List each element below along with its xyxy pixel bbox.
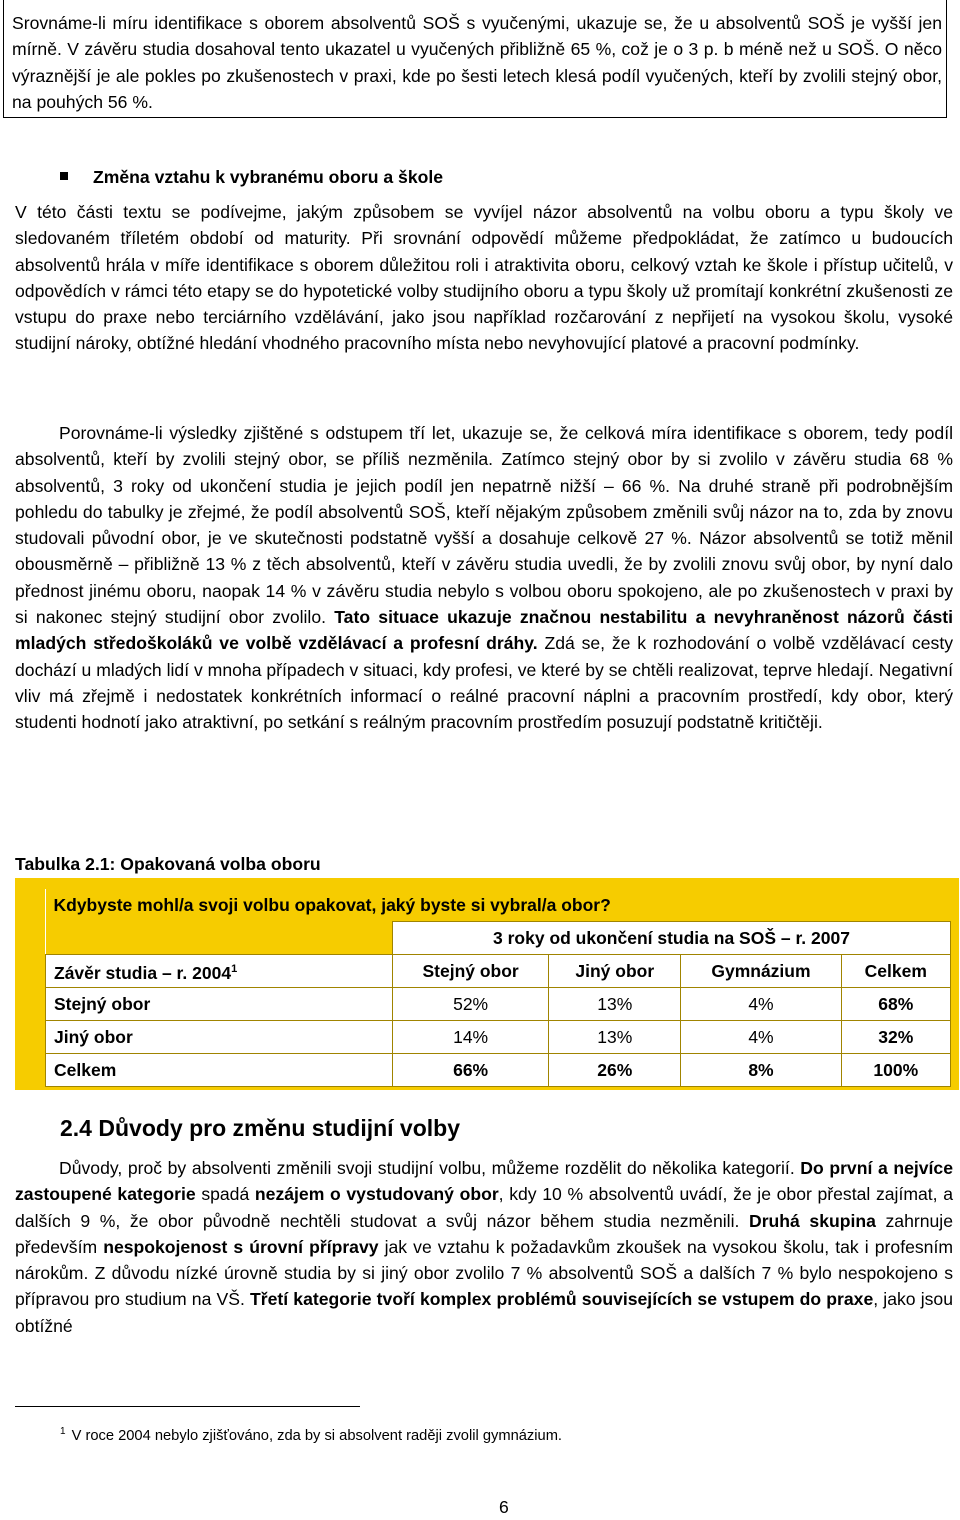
square-bullet-icon xyxy=(60,172,68,180)
reasons-text: , jako jsou obtížné xyxy=(15,1289,953,1336)
table-row-header xyxy=(46,955,393,988)
reasons-emphasis: nezájem o vystudovaný obor xyxy=(254,1184,499,1205)
bullet-heading xyxy=(60,164,443,190)
table-column-header-row xyxy=(46,955,951,988)
table-caption: Tabulka 2.1: Opakovaná volba oboru xyxy=(15,854,321,874)
paragraph-comparison xyxy=(15,420,953,736)
table-group-header-row xyxy=(46,922,951,955)
reasons-emphasis: Druhá skupina xyxy=(748,1210,876,1231)
intro-framed-paragraph: Srovnáme-li míru identifikace s oborem absolventů SOŠ s vyučenými, ukazuje se, že u absolventů SOŠ je vyšší jen mírně. V závěru studia dosahoval tento ukazatel u vyučených přibližně 65 %, což je o 3 p. b méně než u SOŠ. O něco výraznější je ale pokles po zkušenostech v praxi, kde po šesti letech klesá podíl vyučených, kteří by zvolili stejný obor, na pouhých 56 %. xyxy=(3,0,947,118)
table-col-header: Gymnázium xyxy=(681,955,841,988)
table-cell-total: 26% xyxy=(549,1054,681,1087)
footnote-marker: 1 xyxy=(60,1426,66,1437)
table-cell-total: 8% xyxy=(681,1054,841,1087)
paragraph-comparison-emphasis: Tato situace ukazuje značnou nestabilitu a nevyhraněnost názorů části mladých středoškoláků ve volbě vzdělávací a profesní dráhy. xyxy=(15,607,954,654)
paragraph-reasons xyxy=(15,1155,953,1339)
footnote-divider xyxy=(15,1406,360,1407)
reasons-emphasis: Do první a nejvíce zastoupené kategorie xyxy=(15,1158,953,1205)
table-row xyxy=(46,1054,951,1087)
section-heading: 2.4 Důvody pro změnu studijní volby xyxy=(60,1115,460,1141)
table-cell: 13% xyxy=(549,1021,681,1054)
table-col-header: Stejný obor xyxy=(393,955,549,988)
table-cell-total: 68% xyxy=(841,988,950,1021)
table-cell-total: 32% xyxy=(841,1021,950,1054)
footnote xyxy=(60,1422,562,1446)
reasons-emphasis: Třetí kategorie tvoří komplex problémů souvisejících se vstupem do praxe xyxy=(250,1289,874,1310)
table-cell: 4% xyxy=(681,1021,841,1054)
table-cell: 52% xyxy=(393,988,549,1021)
page-number: 6 xyxy=(499,1497,509,1517)
paragraph-comparison-text: Porovnáme-li výsledky zjištěné s odstupem tří let, ukazuje se, že celková míra identifikace s oborem, tedy podíl absolventů, kteří by zvolili stejný obor, se příliš nezměnila. Zatímco stejný obor by si zvolilo v závěru studia 68 % absolventů, 3 roky od ukončení studia je jejich podíl jen nepatrně nižší – 66 %. Na druhé straně při podrobnějším pohledu do tabulky je zřejmé, že podíl absolventů SOŠ, kteří nějakým způsobem změnili svůj názor na to, zda by znovu studovali původní obor, je ve skutečnosti podstatně vyšší a dosahuje celkově 27 %. Názor absolventů se totiž měnil obousměrně – přibližně 13 % z těch absolventů, kteří v závěru studia uvedli, že by zvolili znovu svůj obor, by nyní dalo přednost jinému oboru, naopak 14 % v závěru studia nebylo s volbou oboru spokojeno, ale po zkušenostech v praxi by si nakonec stejný studijní obor zvolilo. xyxy=(15,423,953,628)
table-cell: 14% xyxy=(393,1021,549,1054)
table-col-header: Celkem xyxy=(841,955,950,988)
reasons-text: zahrnuje především xyxy=(15,1210,953,1257)
table-cell: 13% xyxy=(549,988,681,1021)
reasons-text: spadá xyxy=(195,1184,255,1205)
table-row-label: Stejný obor xyxy=(46,988,393,1021)
reasons-text: Důvody, proč by absolventi změnili svoji studijní volbu, můžeme rozdělit do několika kategorií. xyxy=(59,1158,801,1178)
table-question-row xyxy=(46,889,951,922)
table-footnote-marker: 1 xyxy=(231,962,238,975)
table-cell: 4% xyxy=(681,988,841,1021)
table-cell-total: 66% xyxy=(393,1054,549,1087)
table-row-label: Celkem xyxy=(46,1054,393,1087)
table-row xyxy=(46,1021,951,1054)
reasons-emphasis: nespokojenost s úrovní přípravy xyxy=(103,1236,379,1257)
bullet-heading-text: Změna vztahu k vybranému oboru a škole xyxy=(93,167,444,187)
table-row-label: Jiný obor xyxy=(46,1021,393,1054)
table-col-header: Jiný obor xyxy=(549,955,681,988)
table-background xyxy=(15,878,959,1090)
reasons-text: jak ve vztahu k požadavkům zkoušek na vysokou školu, tak i profesním nárokům. Z důvodu nízké úrovně studia by si jiný obor zvolilo 7 % absolventů SOŠ a dalších 7 % bylo nespokojeno s přípravou pro studium na VŠ. xyxy=(15,1236,953,1310)
footnote-text: V roce 2004 nebylo zjišťováno, zda by si absolvent raději zvolil gymnázium. xyxy=(71,1428,563,1444)
table-cell-total: 100% xyxy=(841,1054,950,1087)
reasons-text: , kdy 10 % absolventů uvádí, že je obor přestal zajímat, a dalších 9 %, že obor původně nechtěli studovat a svůj názor během studia nezměnili. xyxy=(15,1184,953,1231)
table-row xyxy=(46,988,951,1021)
paragraph-opinion-development: V této části textu se podívejme, jakým způsobem se vyvíjel názor absolventů na volbu oboru a typu školy ve sledovaném tříletém období od maturity. Při srovnání odpovědí můžeme předpokládat, že zatímco u budoucích absolventů hrála v míře identifikace s oborem důležitou roli i atraktivita oboru, celkový vztah ke škole i přístup učitelů, v odpovědích v rámci této etapy se do hypotetické volby studijního oboru a typu školy už promítají konkrétní zkušenosti ze vstupu do praxe nebo terciárního vzdělávání, jako jsou například rozčarování z nepřijetí na vysokou školu, vysoké studijní nároky, obtížné hledání vhodného pracovního místa nebo nevyhovující platové a pracovní podmínky. xyxy=(15,202,953,354)
table-group-header: 3 roky od ukončení studia na SOŠ – r. 2007 xyxy=(393,922,951,955)
paragraph-comparison-tail: Zdá se, že k rozhodování o volbě vzdělávací cesty dochází u mladých lidí v mnoha případech v situaci, kdy profesi, ve které by se chtěli realizovat, teprve hledají. Negativní vliv má zřejmě i nedostatek konkrétních informací o reálné pracovní náplni a pracovním prostředí, kdy obor, který studenti hodnotí jako atraktivní, po setkání s reálným pracovním prostředím posuzují podstatně kritičtěji. xyxy=(15,633,953,733)
table-empty-cell xyxy=(46,922,393,955)
table-row-header-label: Závěr studia – r. 2004 xyxy=(54,962,232,983)
repeated-choice-table xyxy=(45,889,951,1087)
table-question: Kdybyste mohl/a svoji volbu opakovat, jaký byste si vybral/a obor? xyxy=(46,889,951,922)
